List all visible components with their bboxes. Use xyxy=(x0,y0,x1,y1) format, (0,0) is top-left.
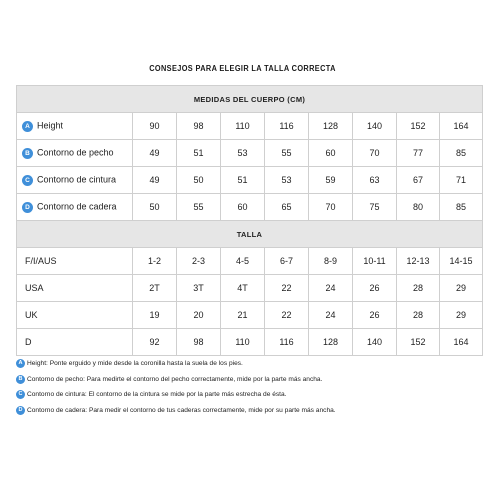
table-cell: 65 xyxy=(265,194,309,221)
table-cell: 128 xyxy=(309,113,353,140)
letter-a-badge-icon: A xyxy=(22,121,33,132)
table-cell: 140 xyxy=(353,113,397,140)
row-label-text: Contorno de cadera xyxy=(37,202,117,213)
letter-c-badge-icon: C xyxy=(22,175,33,186)
page-title: CONSEJOS PARA ELEGIR LA TALLA CORRECTA xyxy=(149,64,336,73)
table-cell: 71 xyxy=(440,167,483,194)
note-text: Height: Ponte erguido y mide desde la coronilla hasta la suela de los pies. xyxy=(27,360,243,368)
table-cell: 55 xyxy=(265,140,309,167)
table-cell: 50 xyxy=(133,194,177,221)
table-cell: 28 xyxy=(397,275,440,302)
table-cell: 10-11 xyxy=(353,248,397,275)
table-cell: 20 xyxy=(177,302,221,329)
letter-b-badge-icon: B xyxy=(22,148,33,159)
table-cell: 55 xyxy=(177,194,221,221)
table-cell: 29 xyxy=(440,302,483,329)
body-measurements-header-row xyxy=(17,86,483,113)
row-label-text: Contorno de cintura xyxy=(37,175,117,186)
table-cell: 67 xyxy=(397,167,440,194)
row-label-text: Contorno de pecho xyxy=(37,148,114,159)
note-item xyxy=(16,356,482,372)
table-row xyxy=(17,329,483,356)
table-cell: 116 xyxy=(265,329,309,356)
table-cell: 19 xyxy=(133,302,177,329)
letter-d-badge-icon: D xyxy=(22,202,33,213)
row-label xyxy=(17,140,133,167)
table-cell: 2-3 xyxy=(177,248,221,275)
note-text: Contorno de pecho: Para medirte el contorno del pecho correctamente, mide por la parte más ancha. xyxy=(27,375,323,383)
table-cell: 8-9 xyxy=(309,248,353,275)
table-cell: 98 xyxy=(177,329,221,356)
table-row xyxy=(17,167,483,194)
body-measurements-header: MEDIDAS DEL CUERPO (CM) xyxy=(17,86,483,113)
note-item xyxy=(16,387,482,403)
size-header: TALLA xyxy=(17,221,483,248)
table-cell: 70 xyxy=(353,140,397,167)
row-label xyxy=(17,194,133,221)
letter-a-badge-icon: A xyxy=(16,359,25,368)
table-cell: 152 xyxy=(397,329,440,356)
row-label: USA xyxy=(17,275,133,302)
table-cell: 60 xyxy=(309,140,353,167)
table-row xyxy=(17,140,483,167)
table-cell: 110 xyxy=(221,113,265,140)
table-cell: 53 xyxy=(221,140,265,167)
table-row xyxy=(17,302,483,329)
table-cell: 59 xyxy=(309,167,353,194)
table-cell: 26 xyxy=(353,302,397,329)
table-cell: 3T xyxy=(177,275,221,302)
table-cell: 92 xyxy=(133,329,177,356)
table-cell: 75 xyxy=(353,194,397,221)
table-cell: 26 xyxy=(353,275,397,302)
table-cell: 110 xyxy=(221,329,265,356)
table-row xyxy=(17,113,483,140)
table-cell: 4T xyxy=(221,275,265,302)
table-row xyxy=(17,248,483,275)
table-row xyxy=(17,194,483,221)
note-text: Contorno de cadera: Para medir el contorno de tus caderas correctamente, mide por su parte más ancha. xyxy=(27,406,336,414)
table-cell: 4-5 xyxy=(221,248,265,275)
row-label-text: Height xyxy=(37,121,64,132)
size-header-row xyxy=(17,221,483,248)
table-cell: 24 xyxy=(309,275,353,302)
table-cell: 1-2 xyxy=(133,248,177,275)
table-cell: 51 xyxy=(177,140,221,167)
note-item xyxy=(16,403,482,419)
note-text: Contorno de cintura: El contorno de la cintura se mide por la parte más estrecha de ésta. xyxy=(27,391,287,399)
table-row xyxy=(17,275,483,302)
table-cell: 49 xyxy=(133,140,177,167)
table-cell: 21 xyxy=(221,302,265,329)
table-cell: 12-13 xyxy=(397,248,440,275)
table-cell: 6-7 xyxy=(265,248,309,275)
table-cell: 116 xyxy=(265,113,309,140)
table-cell: 22 xyxy=(265,302,309,329)
size-chart-table xyxy=(16,85,483,356)
table-cell: 29 xyxy=(440,275,483,302)
table-cell: 14-15 xyxy=(440,248,483,275)
table-cell: 128 xyxy=(309,329,353,356)
table-cell: 90 xyxy=(133,113,177,140)
row-label xyxy=(17,113,133,140)
table-cell: 24 xyxy=(309,302,353,329)
row-label: UK xyxy=(17,302,133,329)
table-cell: 85 xyxy=(440,140,483,167)
table-cell: 140 xyxy=(353,329,397,356)
table-cell: 80 xyxy=(397,194,440,221)
table-cell: 51 xyxy=(221,167,265,194)
table-cell: 53 xyxy=(265,167,309,194)
table-cell: 49 xyxy=(133,167,177,194)
table-cell: 50 xyxy=(177,167,221,194)
table-cell: 22 xyxy=(265,275,309,302)
row-label: F/I/AUS xyxy=(17,248,133,275)
measurement-notes xyxy=(16,356,482,418)
letter-c-badge-icon: C xyxy=(16,390,25,399)
table-cell: 63 xyxy=(353,167,397,194)
table-cell: 70 xyxy=(309,194,353,221)
table-cell: 28 xyxy=(397,302,440,329)
table-cell: 2T xyxy=(133,275,177,302)
letter-d-badge-icon: D xyxy=(16,406,25,415)
letter-b-badge-icon: B xyxy=(16,375,25,384)
row-label: D xyxy=(17,329,133,356)
table-cell: 98 xyxy=(177,113,221,140)
table-cell: 164 xyxy=(440,329,483,356)
table-cell: 60 xyxy=(221,194,265,221)
table-cell: 85 xyxy=(440,194,483,221)
note-item xyxy=(16,372,482,388)
table-cell: 152 xyxy=(397,113,440,140)
table-cell: 164 xyxy=(440,113,483,140)
table-cell: 77 xyxy=(397,140,440,167)
row-label xyxy=(17,167,133,194)
